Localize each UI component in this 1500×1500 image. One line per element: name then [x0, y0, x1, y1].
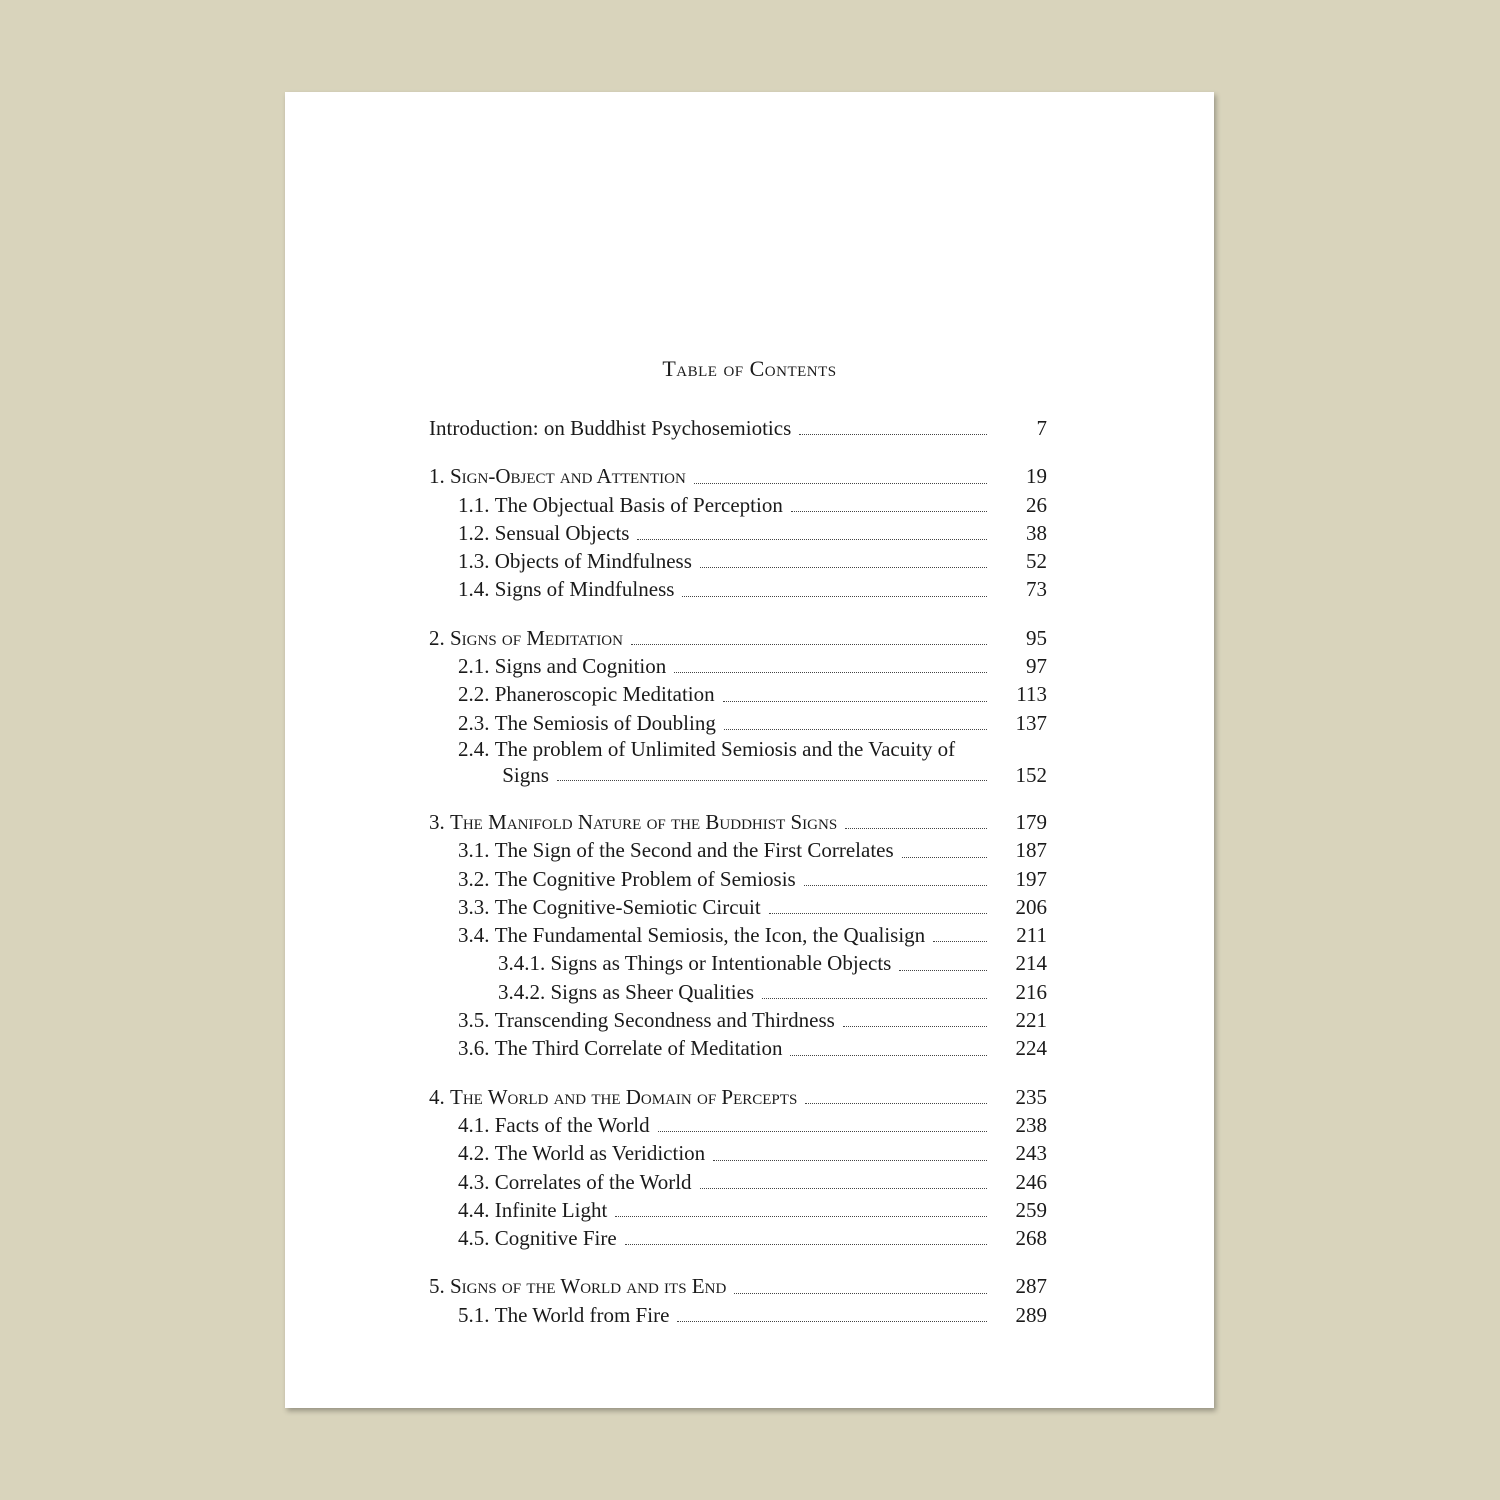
section-number: 3.1.: [458, 838, 490, 863]
dot-leader: [804, 884, 987, 886]
section-number: 1.3.: [458, 549, 490, 574]
toc-page-number: 7: [1036, 416, 1047, 440]
chapter-title: Sign-Object and Attention: [450, 464, 686, 489]
section-number: 1.2.: [458, 520, 490, 545]
dot-leader: [734, 1292, 987, 1294]
dot-leader: [615, 1215, 987, 1217]
toc-entry-text: Introduction: on Buddhist Psychosemiotics: [429, 416, 792, 440]
section-title: Correlates of the World: [494, 1169, 692, 1194]
toc-chapter: [429, 1272, 1047, 1300]
toc-section: [429, 836, 1047, 864]
section-title: The World from Fire: [494, 1302, 670, 1327]
toc-section: [429, 737, 1047, 788]
section-number: 3.3.: [458, 894, 490, 919]
section-number: 2.3.: [458, 710, 490, 735]
section-number: 5.1.: [458, 1302, 490, 1327]
toc-page-number: 235: [1015, 1084, 1047, 1109]
toc-chapter: [429, 624, 1047, 652]
toc-section: [429, 1168, 1047, 1196]
section-number: 4.5.: [458, 1226, 490, 1251]
toc-chapter: [429, 462, 1047, 490]
toc-page-number: 216: [1015, 979, 1047, 1004]
dot-leader: [557, 779, 987, 781]
toc-section: [429, 921, 1047, 949]
toc-page-number: 73: [1026, 577, 1047, 602]
toc-page-number: 26: [1026, 492, 1047, 517]
toc-section: [429, 1006, 1047, 1034]
toc-entry-introduction: [429, 414, 1047, 442]
chapter-title: The Manifold Nature of the Buddhist Signs: [450, 809, 838, 834]
section-title: The Objectual Basis of Perception: [494, 492, 783, 517]
toc-page-number: 268: [1015, 1226, 1047, 1251]
dot-leader: [902, 856, 987, 858]
toc-page-number: 52: [1026, 549, 1047, 574]
dot-leader: [791, 510, 987, 512]
section-title: Phaneroscopic Meditation: [494, 682, 715, 707]
chapter-number: 1.: [429, 464, 445, 489]
toc-page-number: 246: [1015, 1169, 1047, 1194]
section-title: Signs as Things or Intentionable Objects: [550, 951, 892, 976]
chapter-number: 5.: [429, 1274, 445, 1299]
toc-page-number: 224: [1015, 1036, 1047, 1061]
book-page: [285, 92, 1214, 1408]
dot-leader: [899, 969, 987, 971]
table-of-contents: [429, 414, 1047, 1329]
dot-leader: [658, 1130, 987, 1132]
chapter-title: Signs of Meditation: [450, 625, 623, 650]
section-title: Infinite Light: [494, 1197, 608, 1222]
dot-leader: [790, 1054, 987, 1056]
toc-section: [429, 1301, 1047, 1329]
section-number: 3.4.: [458, 923, 490, 948]
toc-section: [429, 1224, 1047, 1252]
dot-leader: [769, 912, 987, 914]
section-number: 2.1.: [458, 654, 490, 679]
toc-section: [429, 519, 1047, 547]
section-number: 4.2.: [458, 1141, 490, 1166]
section-title: The World as Veridiction: [494, 1141, 706, 1166]
toc-section: [429, 865, 1047, 893]
dot-leader: [682, 595, 987, 597]
section-title: Objects of Mindfulness: [494, 549, 692, 574]
dot-leader: [637, 538, 987, 540]
section-title: Transcending Secondness and Thirdness: [494, 1008, 835, 1033]
toc-section: [429, 1139, 1047, 1167]
dot-leader: [631, 643, 987, 645]
toc-page-number: 211: [1016, 923, 1047, 948]
toc-page-number: 259: [1015, 1197, 1047, 1222]
toc-page-number: 214: [1015, 951, 1047, 976]
section-number: 4.3.: [458, 1169, 490, 1194]
toc-subsection: [429, 978, 1047, 1006]
toc-section: [429, 893, 1047, 921]
section-number: 1.4.: [458, 577, 490, 602]
dot-leader: [694, 482, 987, 484]
toc-page-number: 187: [1015, 838, 1047, 863]
toc-page-number: 95: [1026, 625, 1047, 650]
dot-leader: [700, 1187, 987, 1189]
toc-page-number: 206: [1015, 894, 1047, 919]
section-number: 4.4.: [458, 1197, 490, 1222]
section-title: Signs as Sheer Qualities: [550, 979, 755, 1004]
section-title: The Third Correlate of Meditation: [494, 1036, 783, 1061]
toc-section: [429, 680, 1047, 708]
toc-section: [429, 1034, 1047, 1062]
section-number: 3.4.2.: [498, 979, 546, 1004]
section-title: Facts of the World: [494, 1112, 650, 1137]
toc-page-number: 238: [1015, 1112, 1047, 1137]
dot-leader: [799, 433, 987, 435]
chapter-number: 3.: [429, 809, 445, 834]
dot-leader: [933, 940, 987, 942]
dot-leader: [724, 728, 987, 730]
dot-leader: [762, 997, 987, 999]
section-number: 3.4.1.: [498, 951, 546, 976]
dot-leader: [625, 1243, 987, 1245]
toc-page-number: 243: [1015, 1141, 1047, 1166]
section-title: The Cognitive-Semiotic Circuit: [494, 894, 761, 919]
toc-section: [429, 547, 1047, 575]
dot-leader: [674, 671, 987, 673]
section-number: 3.5.: [458, 1008, 490, 1033]
toc-section: [429, 575, 1047, 603]
section-title: The problem of Unlimited Semiosis and the Vacuity of: [494, 736, 956, 761]
toc-section: [429, 652, 1047, 680]
section-title-continued: Signs: [502, 762, 549, 787]
page-title: Table of Contents: [662, 356, 837, 381]
chapter-number: 4.: [429, 1084, 445, 1109]
dot-leader: [843, 1025, 987, 1027]
toc-page-number: 97: [1026, 654, 1047, 679]
section-title: The Semiosis of Doubling: [494, 710, 716, 735]
toc-page-number: 197: [1015, 866, 1047, 891]
section-number: 1.1.: [458, 492, 490, 517]
dot-leader: [713, 1159, 987, 1161]
section-number: 3.6.: [458, 1036, 490, 1061]
section-title: The Fundamental Semiosis, the Icon, the Qualisign: [494, 923, 926, 948]
section-title: Signs of Mindfulness: [494, 577, 675, 602]
section-title: The Sign of the Second and the First Correlates: [494, 838, 894, 863]
section-title: Sensual Objects: [494, 520, 630, 545]
section-number: 2.2.: [458, 682, 490, 707]
section-title: Cognitive Fire: [494, 1226, 617, 1251]
section-number: 2.4.: [458, 736, 490, 761]
toc-section: [429, 1111, 1047, 1139]
toc-page-number: 152: [1015, 762, 1047, 787]
toc-section: [429, 709, 1047, 737]
dot-leader: [723, 700, 987, 702]
chapter-number: 2.: [429, 625, 445, 650]
toc-subsection: [429, 949, 1047, 977]
dot-leader: [805, 1102, 987, 1104]
toc-page-number: 19: [1026, 464, 1047, 489]
chapter-title: Signs of the World and its End: [450, 1274, 727, 1299]
toc-page-number: 287: [1015, 1274, 1047, 1299]
toc-page-number: 113: [1016, 682, 1047, 707]
toc-page-number: 137: [1015, 710, 1047, 735]
toc-page-number: 289: [1015, 1302, 1047, 1327]
section-number: 3.2.: [458, 866, 490, 891]
toc-chapter: [429, 808, 1047, 836]
toc-page-number: 38: [1026, 520, 1047, 545]
toc-page-number: 179: [1015, 809, 1047, 834]
toc-chapter: [429, 1083, 1047, 1111]
dot-leader: [700, 566, 987, 568]
section-title: The Cognitive Problem of Semiosis: [494, 866, 796, 891]
toc-section: [429, 491, 1047, 519]
dot-leader: [677, 1320, 987, 1322]
section-title: Signs and Cognition: [494, 654, 667, 679]
chapter-title: The World and the Domain of Percepts: [450, 1084, 798, 1109]
toc-section: [429, 1196, 1047, 1224]
toc-page-number: 221: [1015, 1008, 1047, 1033]
dot-leader: [845, 827, 987, 829]
section-number: 4.1.: [458, 1112, 490, 1137]
